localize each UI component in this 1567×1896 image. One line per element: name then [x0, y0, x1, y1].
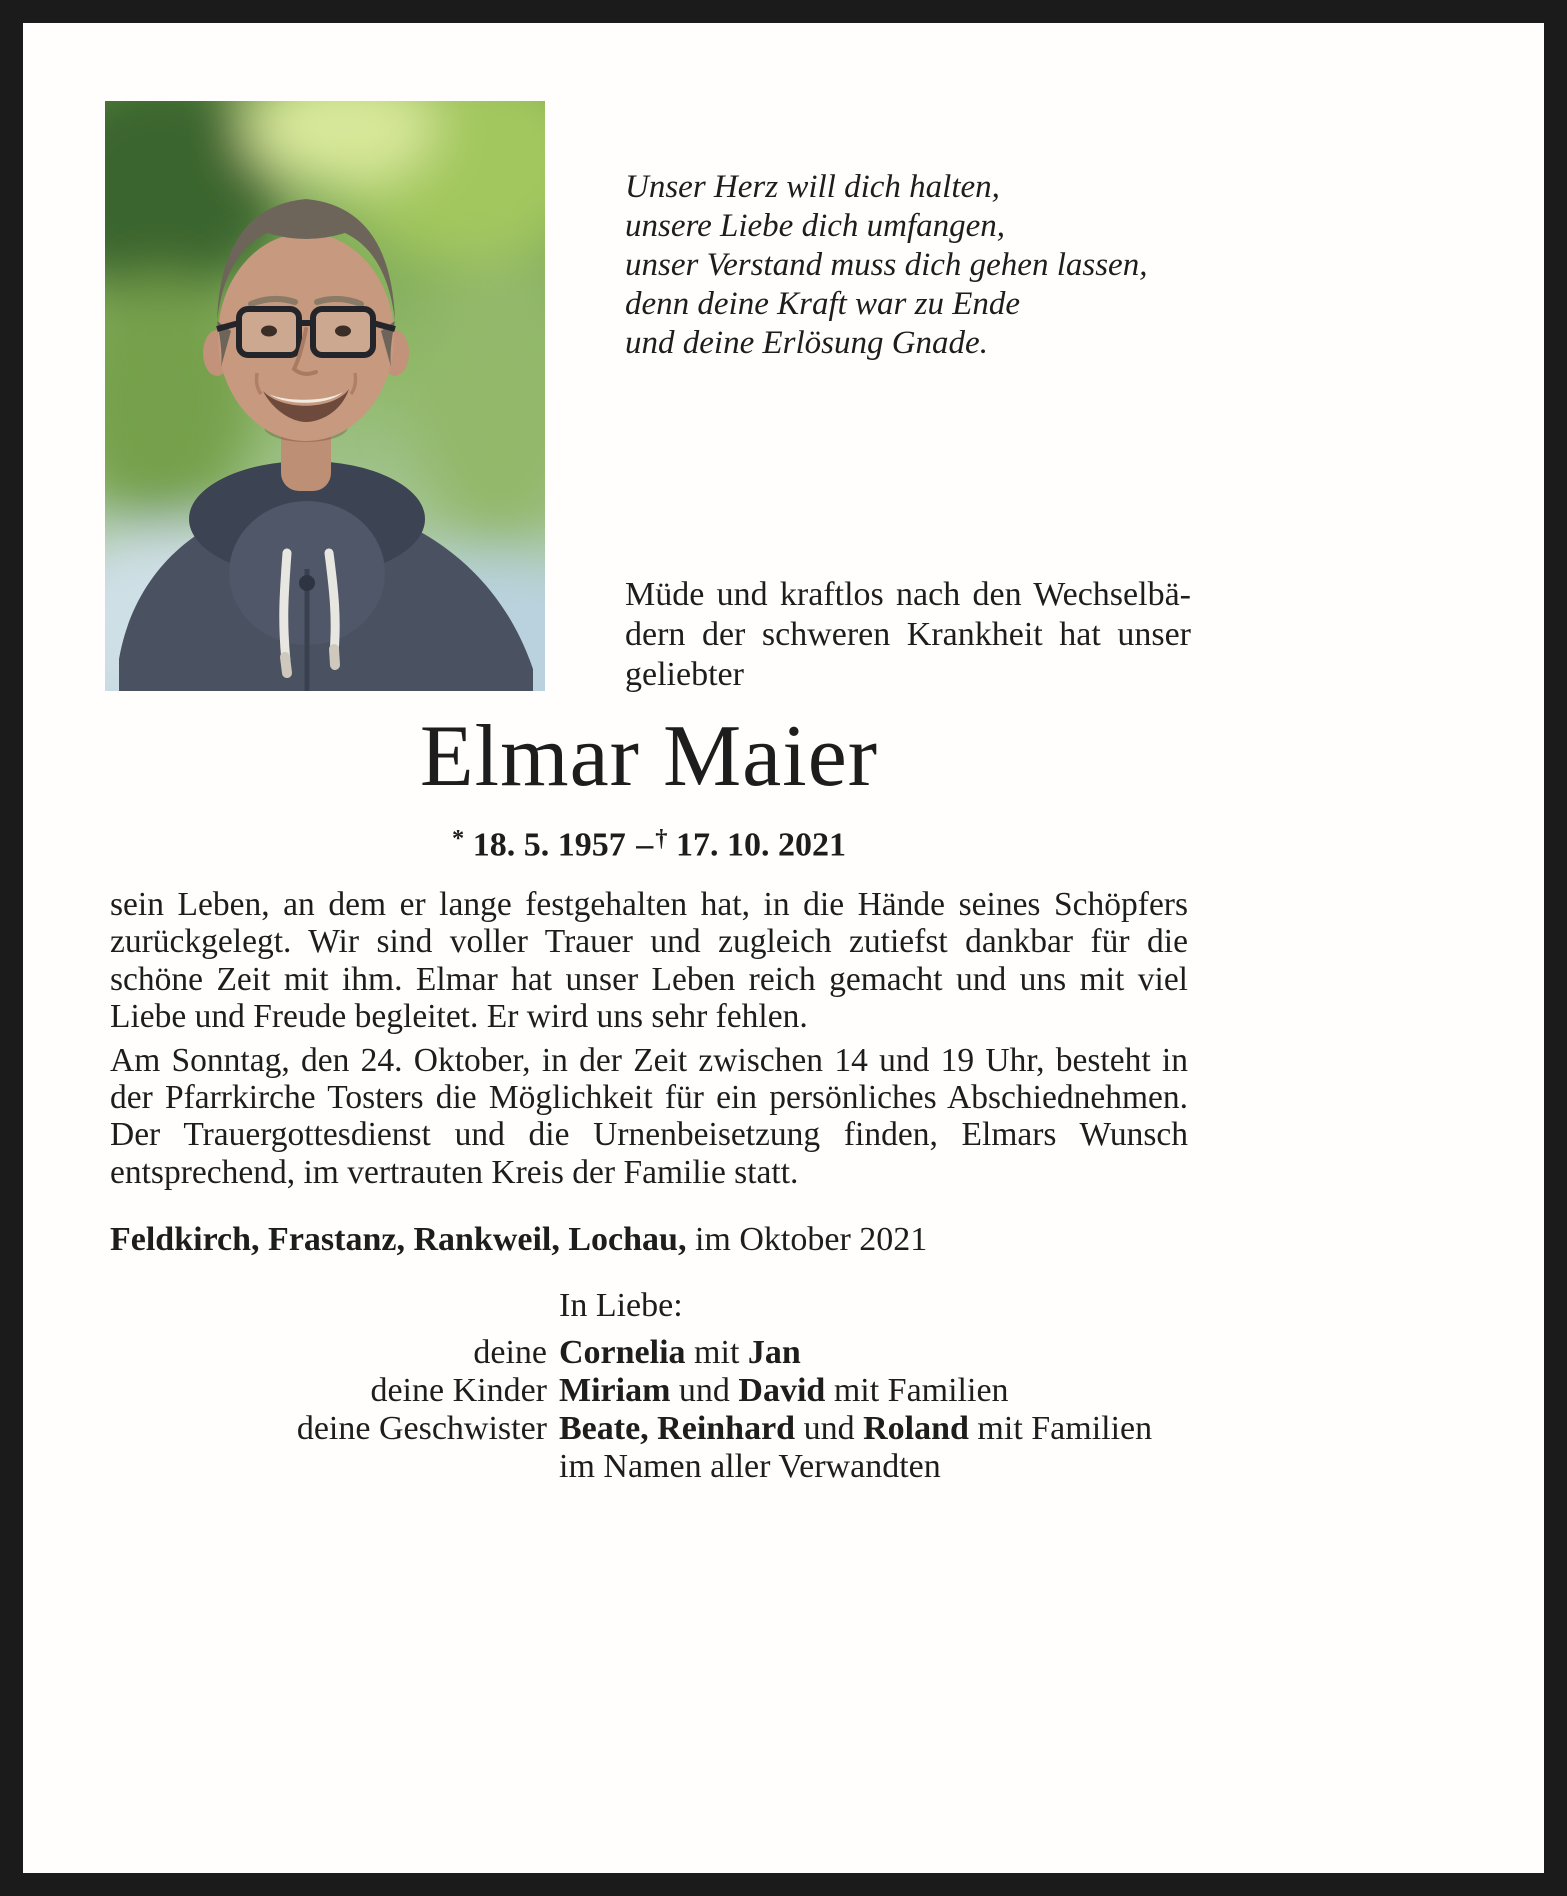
intro-text	[625, 575, 1191, 695]
family-row-label: deine Kinder	[370, 1371, 547, 1409]
family-suffix: mit Familien	[833, 1371, 1009, 1409]
poem-line: unsere Liebe dich umfangen,	[625, 208, 1006, 244]
life-dates	[110, 825, 1188, 864]
dateline-places: Feldkirch, Frastanz, Rankweil, Lochau,	[110, 1220, 687, 1258]
family-connector: und	[678, 1371, 730, 1409]
dateline-date: im Oktober 2021	[694, 1220, 928, 1258]
death-date: 17. 10. 2021	[675, 826, 846, 864]
family-row	[110, 1372, 1188, 1410]
family-footer-row	[110, 1448, 1188, 1486]
intro-line: Müde und kraftlos nach den Wechselbä-	[625, 576, 1191, 613]
main-column	[110, 708, 1188, 1486]
family-name: Jan	[747, 1333, 801, 1371]
closing-section	[110, 1287, 1188, 1486]
family-footer: im Namen aller Verwandten	[559, 1447, 941, 1485]
portrait-illustration	[105, 101, 545, 691]
obituary-body	[110, 886, 1188, 1190]
date-separator: –	[636, 826, 654, 864]
poem-line: unser Verstand muss dich gehen lassen,	[625, 247, 1148, 283]
obituary-paragraph-1: sein Leben, an dem er lange festgehalten hat, in die Hände seines Schöpfers zurückgelegt. Wir sind voller Trauer und zugleich zutiefst dankbar für die schöne Zeit mit ihm. Elmar hat unser Leben reich gemacht und uns mit viel Liebe und Freude begleitet. Er wird uns sehr fehlen.	[110, 886, 1188, 1035]
portrait-photo	[105, 101, 545, 691]
poem-line: und deine Erlösung Gnade.	[625, 325, 988, 361]
poem	[625, 168, 1147, 363]
family-connector: und	[803, 1409, 855, 1447]
family-row-value	[559, 1334, 1188, 1372]
death-cross-symbol: †	[655, 825, 668, 852]
dateline	[110, 1221, 1188, 1259]
family-name: Miriam	[559, 1371, 671, 1409]
obituary-paragraph-2: Am Sonntag, den 24. Oktober, in der Zeit zwischen 14 und 19 Uhr, besteht in der Pfarrkirche Tosters die Möglichkeit für ein persönliches Abschiednehmen. Der Trauergottesdienst und die Urnenbeisetzung finden, Elmars Wunsch entsprechend, im vertrauten Kreis der Familie statt.	[110, 1041, 1188, 1191]
closing-heading-row	[110, 1287, 1188, 1325]
family-name: Beate, Reinhard	[559, 1409, 796, 1447]
family-name: Cornelia	[559, 1333, 686, 1371]
family-row	[110, 1410, 1188, 1448]
family-name: David	[738, 1371, 826, 1409]
closing-heading: In Liebe:	[559, 1286, 683, 1324]
intro-line: dern der schweren Krankheit hat unser	[625, 616, 1191, 653]
family-row-value	[559, 1410, 1188, 1448]
birth-date: 18. 5. 1957	[472, 826, 626, 864]
poem-line: Unser Herz will dich halten,	[625, 169, 1000, 205]
family-suffix: mit Familien	[977, 1409, 1153, 1447]
family-row-label: deine Geschwister	[296, 1409, 547, 1447]
birth-star-symbol: *	[452, 825, 465, 852]
family-connector: mit	[694, 1333, 740, 1371]
family-row-label: deine	[473, 1333, 547, 1371]
intro-line: geliebter	[625, 656, 744, 693]
family-name: Roland	[863, 1409, 969, 1447]
family-row	[110, 1334, 1188, 1372]
family-row-value	[559, 1372, 1188, 1410]
deceased-name: Elmar Maier	[419, 708, 879, 805]
poem-line: denn deine Kraft war zu Ende	[625, 286, 1021, 322]
